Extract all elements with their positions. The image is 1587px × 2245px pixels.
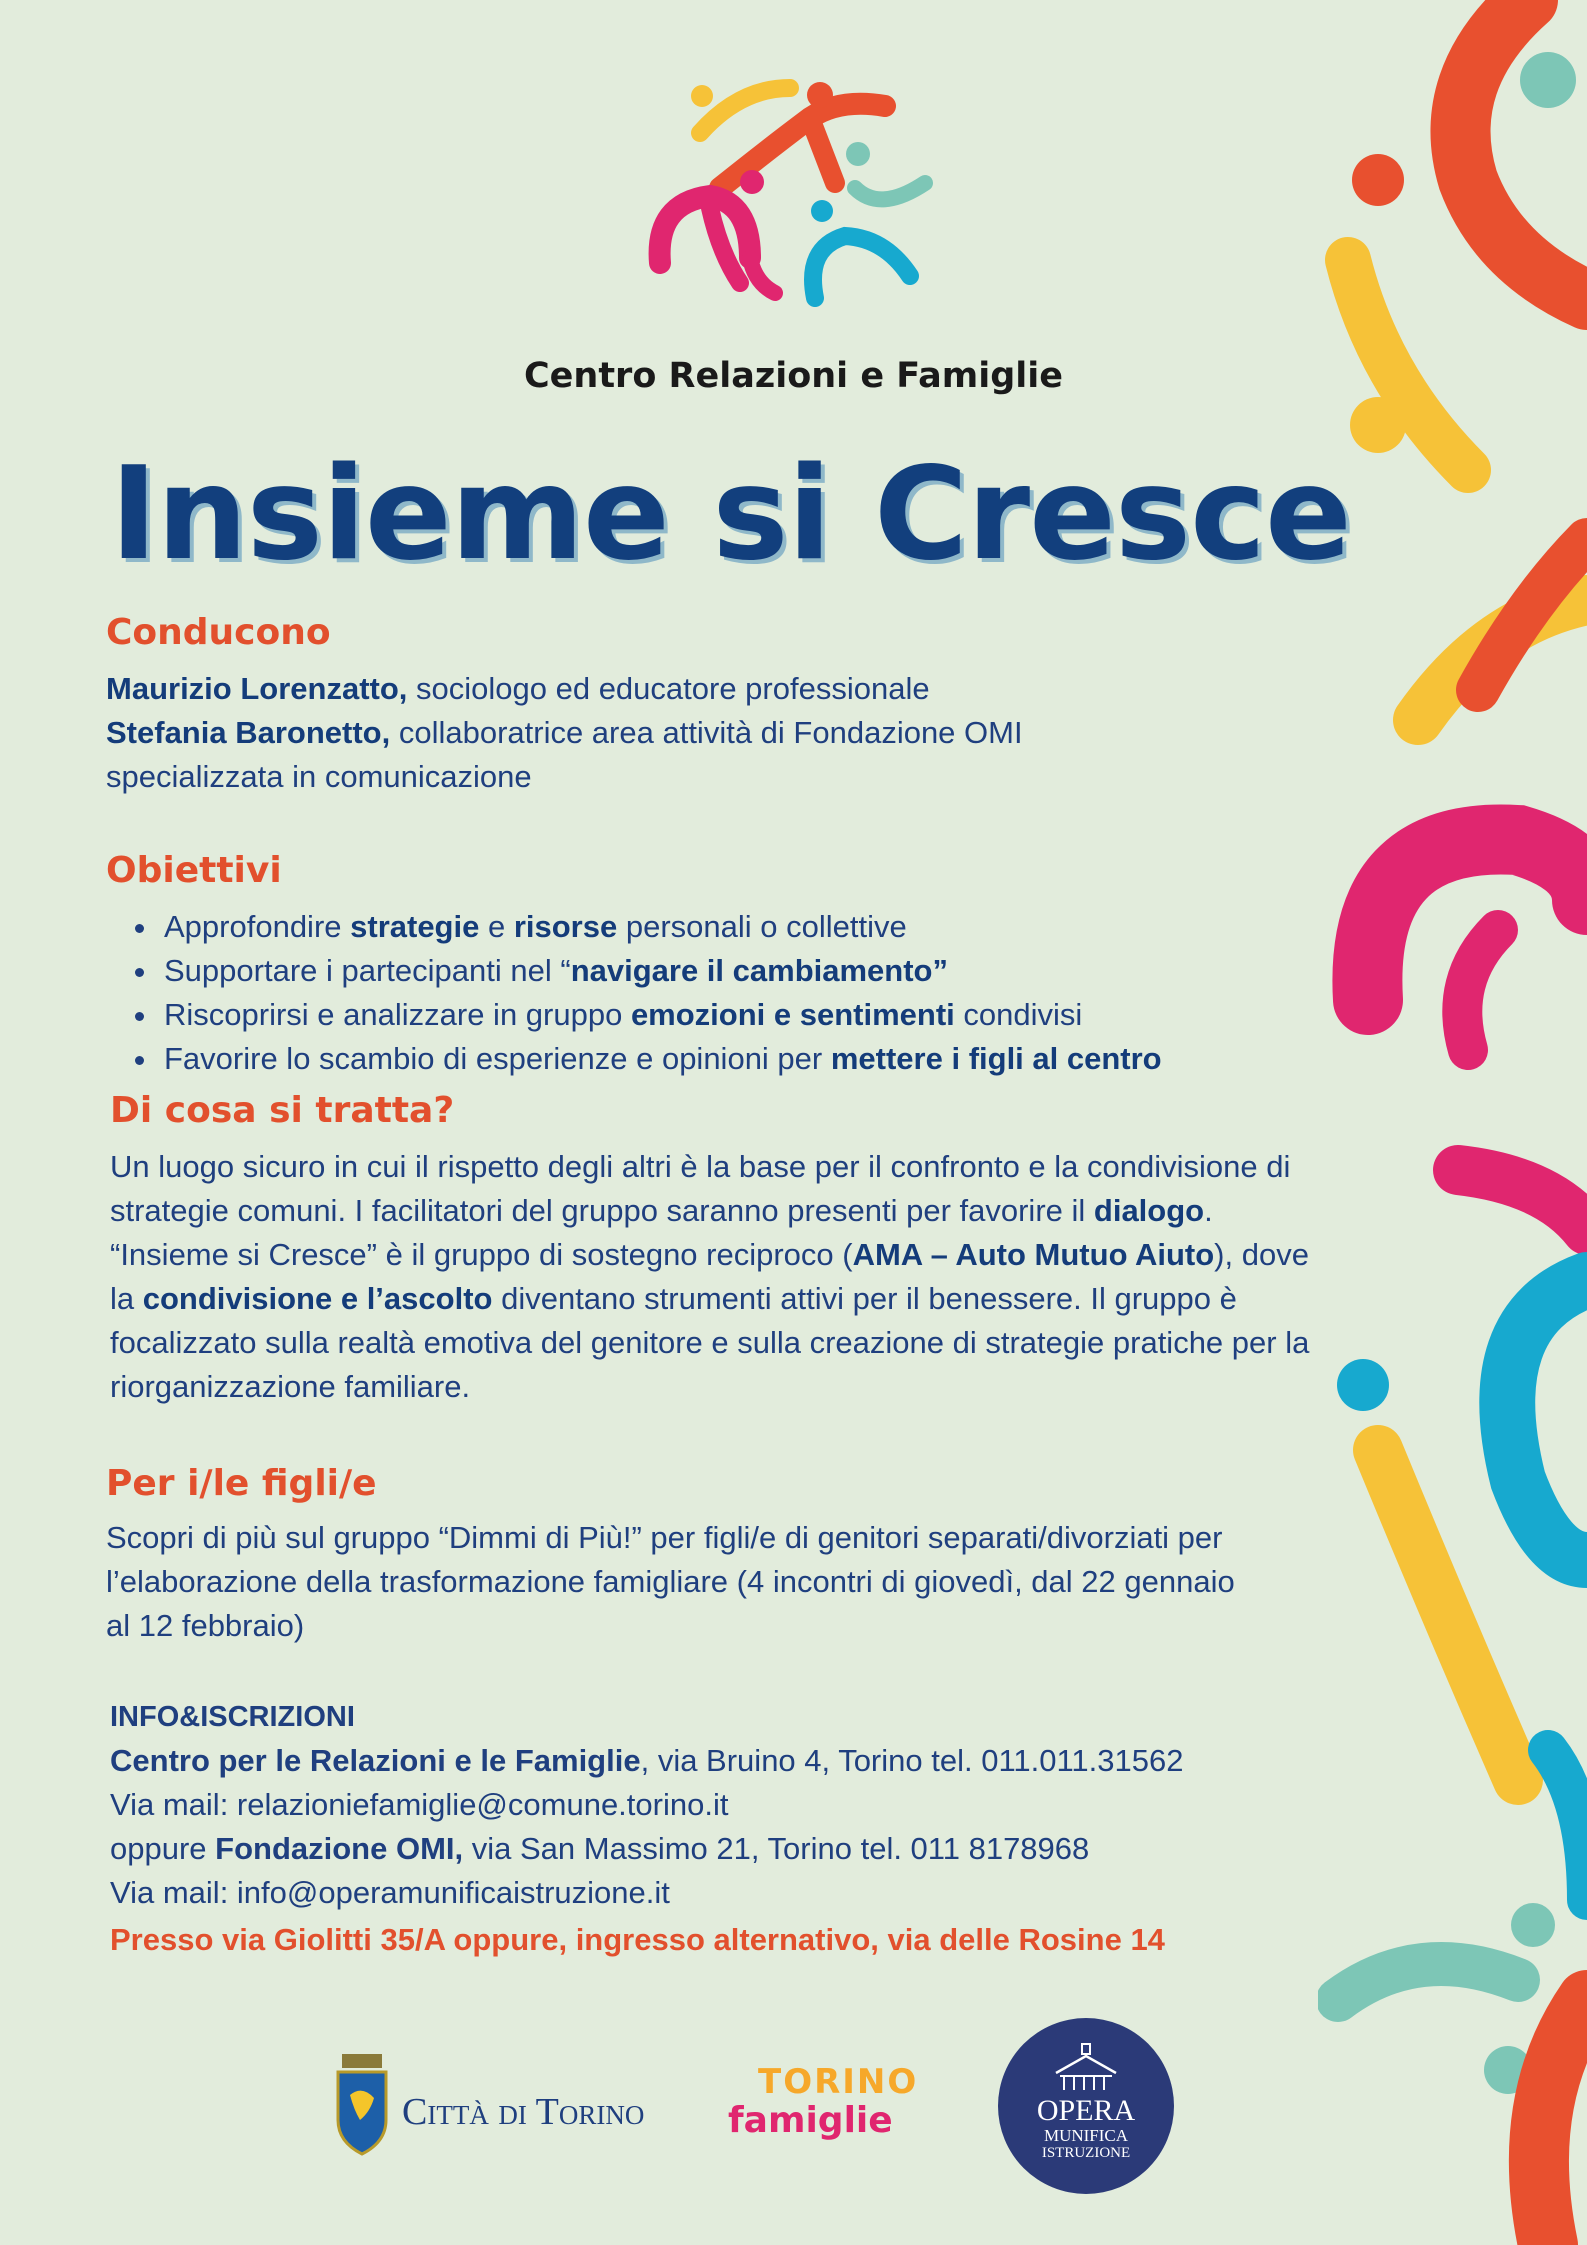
list-item: • Supportare i partecipanti nel “navigare il cambiamento” [160, 949, 1162, 993]
list-item: • Favorire lo scambio di esperienze e opinioni per mettere i figli al centro [160, 1037, 1162, 1081]
torino-crest-icon [330, 2050, 394, 2160]
figli-paragraph: Scopri di più sul gruppo “Dimmi di Più!” per figli/e di genitori separati/divorziati per l’elaborazione della trasformazione famigliare (4 incontri di giovedì, dal 22 gennaio al 12 febbraio) [106, 1520, 1235, 1643]
obiettivi-list [118, 905, 1162, 1081]
leader-line: Maurizio Lorenzatto, sociologo ed educatore professionale [106, 671, 930, 706]
contact-line-1: Centro per le Relazioni e le Famiglie, via Bruino 4, Torino tel. 011.011.31562 [110, 1743, 1184, 1778]
omi-text-1: OPERA [1036, 2094, 1136, 2127]
brand-name: Centro Relazioni e Famiglie [523, 356, 1064, 396]
tf-bottom-text: famiglie [728, 2100, 893, 2141]
contact-line-2: oppure Fondazione OMI, via San Massimo 21, Torino tel. 011 8178968 [110, 1831, 1090, 1866]
figli-heading: Per i/le figli/e [106, 1463, 377, 1504]
cosa-paragraph: Un luogo sicuro in cui il rispetto degli altri è la base per il confronto e la condivisione di strategie comuni. I facilitatori del gruppo saranno presenti per favorire il dialogo. “Insieme si Cresce” è il gruppo di sostegno reciproco (AMA – Auto Mutuo Aiuto), dove la condivisione e l’ascolto diventano strumenti attivi per il benessere. Il gruppo è focalizzato sulla realtà emotiva del genitore e sulla creazione di strategie pratiche per la riorganizzazione familiare. [110, 1149, 1310, 1404]
email-link-1[interactable]: Via mail: relazioniefamiglie@comune.torino.it [110, 1787, 729, 1822]
info-block [110, 1695, 1183, 1915]
opera-munifica-logo [998, 2018, 1174, 2194]
venue-address: Presso via Giolitti 35/A oppure, ingresso alternativo, via delle Rosine 14 [110, 1922, 1165, 1957]
email-link-2[interactable]: Via mail: info@operamunificaistruzione.it [110, 1875, 670, 1910]
omi-text-3: ISTRUZIONE [1041, 2145, 1131, 2161]
decorative-figures [1318, 0, 1587, 2245]
centro-relazioni-logo [640, 78, 950, 328]
leader-line-cont: specializzata in comunicazione [106, 759, 532, 794]
conducono-heading: Conducono [106, 612, 331, 653]
conducono-text [106, 667, 1306, 799]
torino-logo-text: Città di Torino [402, 2091, 645, 2133]
cosa-heading: Di cosa si tratta? [110, 1090, 455, 1131]
list-item: • Approfondire strategie e risorse personali o collettive [160, 905, 1162, 949]
citta-di-torino-logo [330, 2050, 680, 2160]
page-title: Insieme si Cresce [110, 440, 1351, 589]
building-icon [998, 2018, 1174, 2098]
list-item: • Riscoprirsi e analizzare in gruppo emozioni e sentimenti condivisi [160, 993, 1162, 1037]
torino-famiglie-logo [728, 2062, 919, 2152]
obiettivi-heading: Obiettivi [106, 850, 282, 891]
omi-text-2: MUNIFICA [1043, 2126, 1129, 2145]
leader-line: Stefania Baronetto, collaboratrice area attività di Fondazione OMI [106, 715, 1023, 750]
tf-top-text: TORINO [758, 2062, 919, 2102]
info-heading: INFO&ISCRIZIONI [110, 1701, 355, 1733]
